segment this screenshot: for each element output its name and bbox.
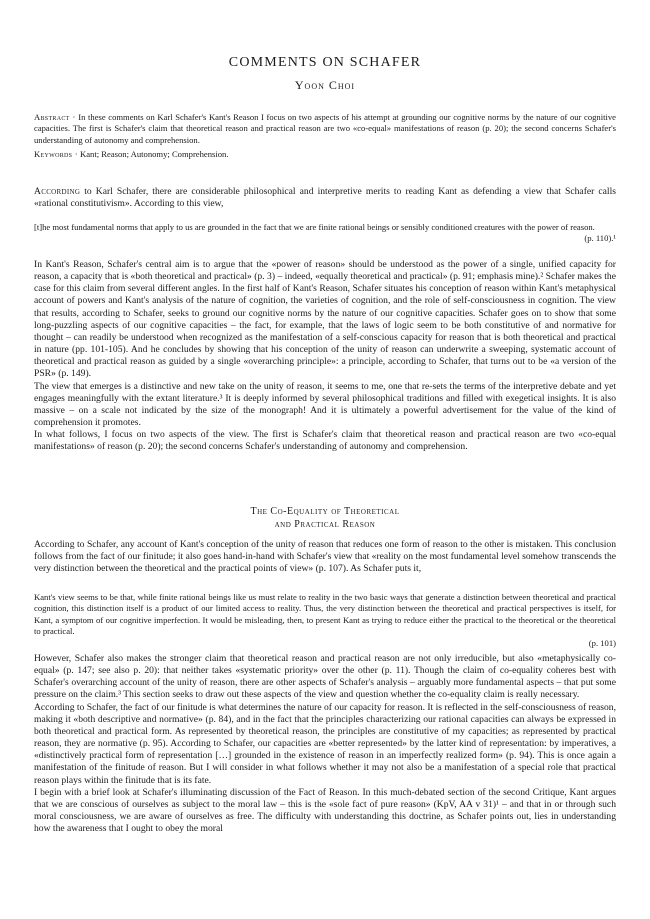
quote-2-citation: (p. 101): [588, 637, 616, 648]
intro-lead: According: [34, 186, 81, 197]
paragraph: In Kant's Reason, Schafer's central aim is to argue that the «power of reason» should be understood as the power of a single, unified capacity for reason, a capacity that is «both theoretical and practical» (p. 3) – indeed, «equally theoretical and practical» (p. 91; emphasis mine).² Schafer makes the case for this claim from several different angles. In the first half of Kant's Reason, Schafer situates his conception of reason within Kant's metaphysical account of powers and Kant's analysis of the nature of cognition, the varieties of cognition, and the role of self-consciousness in cognition. The view that results, according to Schafer, seeks to ground our cognitive norms by the nature of our cognitive capacities. Schafer goes on to show that some long-puzzling aspects of our cognitive capacities – the fact, for example, that the laws of logic seem to be both constitutive of and normative for thought – can readily be understood when recognized as the manifestation of a self-conscious capacity for reason that is both theoretical and practical in nature (pp. 101-105). And he concludes by showing that his conception of the unity of reason can underwrite a sweeping, systematic account of theoretical and practical reason as guided by a single «overarching principle»: a principle, according to Schafer, that turns out to be «a version of the PSR» (p. 149).: [34, 259, 616, 380]
paragraph: According to Schafer, the fact of our finitude is what determines the nature of our capacity for reason. It is reflected in the self-consciousness of reason, making it «both descriptive and normative» (p. 84), and in the fact that the principles characterizing our rational capacities can always be expressed in both theoretical and practical form. As represented by theoretical reason, the principles are constitutive of my capacities; as represented by practical reason, they are normative (p. 95). According to Schafer, our capacities are «better represented» by the latter kind of representation: by imperatives, a «distinctively practical form of representation […] grounded in the existence of reason in an imperfectly realized form» (p. 94). This is once again a manifestation of the finitude of reason. But I will consider in what follows whether it may not also be a manifestation of a special role that practical reason plays within the finitude that is its fate.: [34, 701, 616, 786]
keywords-label: Keywords ·: [34, 149, 78, 160]
paragraph: However, Schafer also makes the stronger claim that theoretical reason and practical reason are not only irreducible, but also «metaphysically co-equal» (p. 147; see also p. 20): that neither takes «systematic priority» over the other (p. 11). Though the claim of co-equality coheres best with Schafer's overarching account of the unity of reason, there are other aspects of Schafer's analysis – arguably more fundamental aspects – that put some pressure on the claim.³ This section seeks to draw out these aspects of the view and question whether the co-equality claim is really necessary.: [34, 653, 616, 701]
abstract-text: In these comments on Karl Schafer's Kant's Reason I focus on two aspects of his attempt at grounding our cognitive norms by the nature of our cognitive capacities. The first is Schafer's claim that theoretical reason and practical reason are two «co-equal» manifestations of reason (p. 20); the second concerns Schafer's understanding of autonomy and comprehension.: [34, 112, 616, 145]
abstract-label: Abstract ·: [34, 112, 76, 122]
quote-2-text: Kant's view seems to be that, while finite rational beings like us must relate to reality in the two basic ways that generate a distinction between theoretical and practical cognition, this distinction itself is a product of our limited access to reality. Thus, the very distinction between the theoretical and practical perspectives is itself, for Kant, a symptom of our cognitive imperfection. It would be misleading, then, to present Kant as trying to reduce either the practical to the theoretical or the theoretical to practical.: [34, 592, 616, 637]
section-heading: [0, 506, 650, 531]
keywords-text: Kant; Reason; Autonomy; Comprehension.: [77, 149, 229, 160]
paragraph: According to Schafer, any account of Kant's conception of the unity of reason that reduces one form of reason to the other is mistaken. This conclusion follows from the fact of our finitude; it also goes hand-in-hand with Schafer's view that «reality on the most fundamental level somehow transcends the very distinction between the theoretical and the practical points of view» (p. 107). As Schafer puts it,: [34, 539, 616, 575]
block-quote-1: [34, 222, 616, 244]
abstract-block: [34, 112, 616, 161]
body-section-1: [34, 259, 616, 454]
section-heading-line-1: The Co-Equality of Theoretical: [250, 506, 400, 517]
body-section-2: [34, 539, 616, 575]
intro-text: to Karl Schafer, there are considerable philosophical and interpretive merits to reading Kant as defending a view that Schafer calls «rational constitutivism». According to this view,: [34, 186, 616, 210]
article-title: COMMENTS ON SCHAFER: [228, 55, 422, 70]
block-quote-2: [34, 592, 616, 649]
paragraph: I begin with a brief look at Schafer's illuminating discussion of the Fact of Reason. In this much-debated section of the second Critique, Kant argues that we are conscious of ourselves as subject to the moral law – this is the «sole fact of pure reason» (KpV, AA v 31)¹ – and that in or through such moral consciousness, we are aware of ourselves as free. The difficulty with understanding this doctrine, as Schafer points out, lies in understanding how the awareness that I ought to obey the moral: [34, 786, 616, 835]
intro-paragraph: [34, 186, 616, 210]
keywords: [34, 149, 616, 160]
body-section-3: [34, 653, 616, 835]
article-author: Yoon Choi: [294, 78, 356, 92]
paragraph: The view that emerges is a distinctive and new take on the unity of reason, it seems to me, one that re-sets the terms of the interpretive debate and yet engages meaningfully with the extant literature.³ It is deeply informed by several philosophical traditions and filled with exegetical insights. It is also massive – on a scale not indicated by the size of the monograph! And it is ultimately a powerful advertisement for the value of the kind of comprehension it promotes.: [34, 380, 616, 429]
intro-block: [34, 186, 616, 210]
abstract: [34, 112, 616, 146]
quote-1-citation: (p. 110).¹: [584, 233, 616, 244]
paragraph: In what follows, I focus on two aspects of the view. The first is Schafer's claim that theoretical reason and practical reason are two «co-equal manifestations» of reason (p. 20); the second concerns Schafer's understanding of autonomy and comprehension.: [34, 429, 616, 453]
section-heading-line-2: and Practical Reason: [274, 518, 376, 530]
quote-1-text: [t]he most fundamental norms that apply to us are grounded in the fact that we are finite rational beings or sensibly conditioned creatures with the power of reason.: [34, 222, 595, 232]
